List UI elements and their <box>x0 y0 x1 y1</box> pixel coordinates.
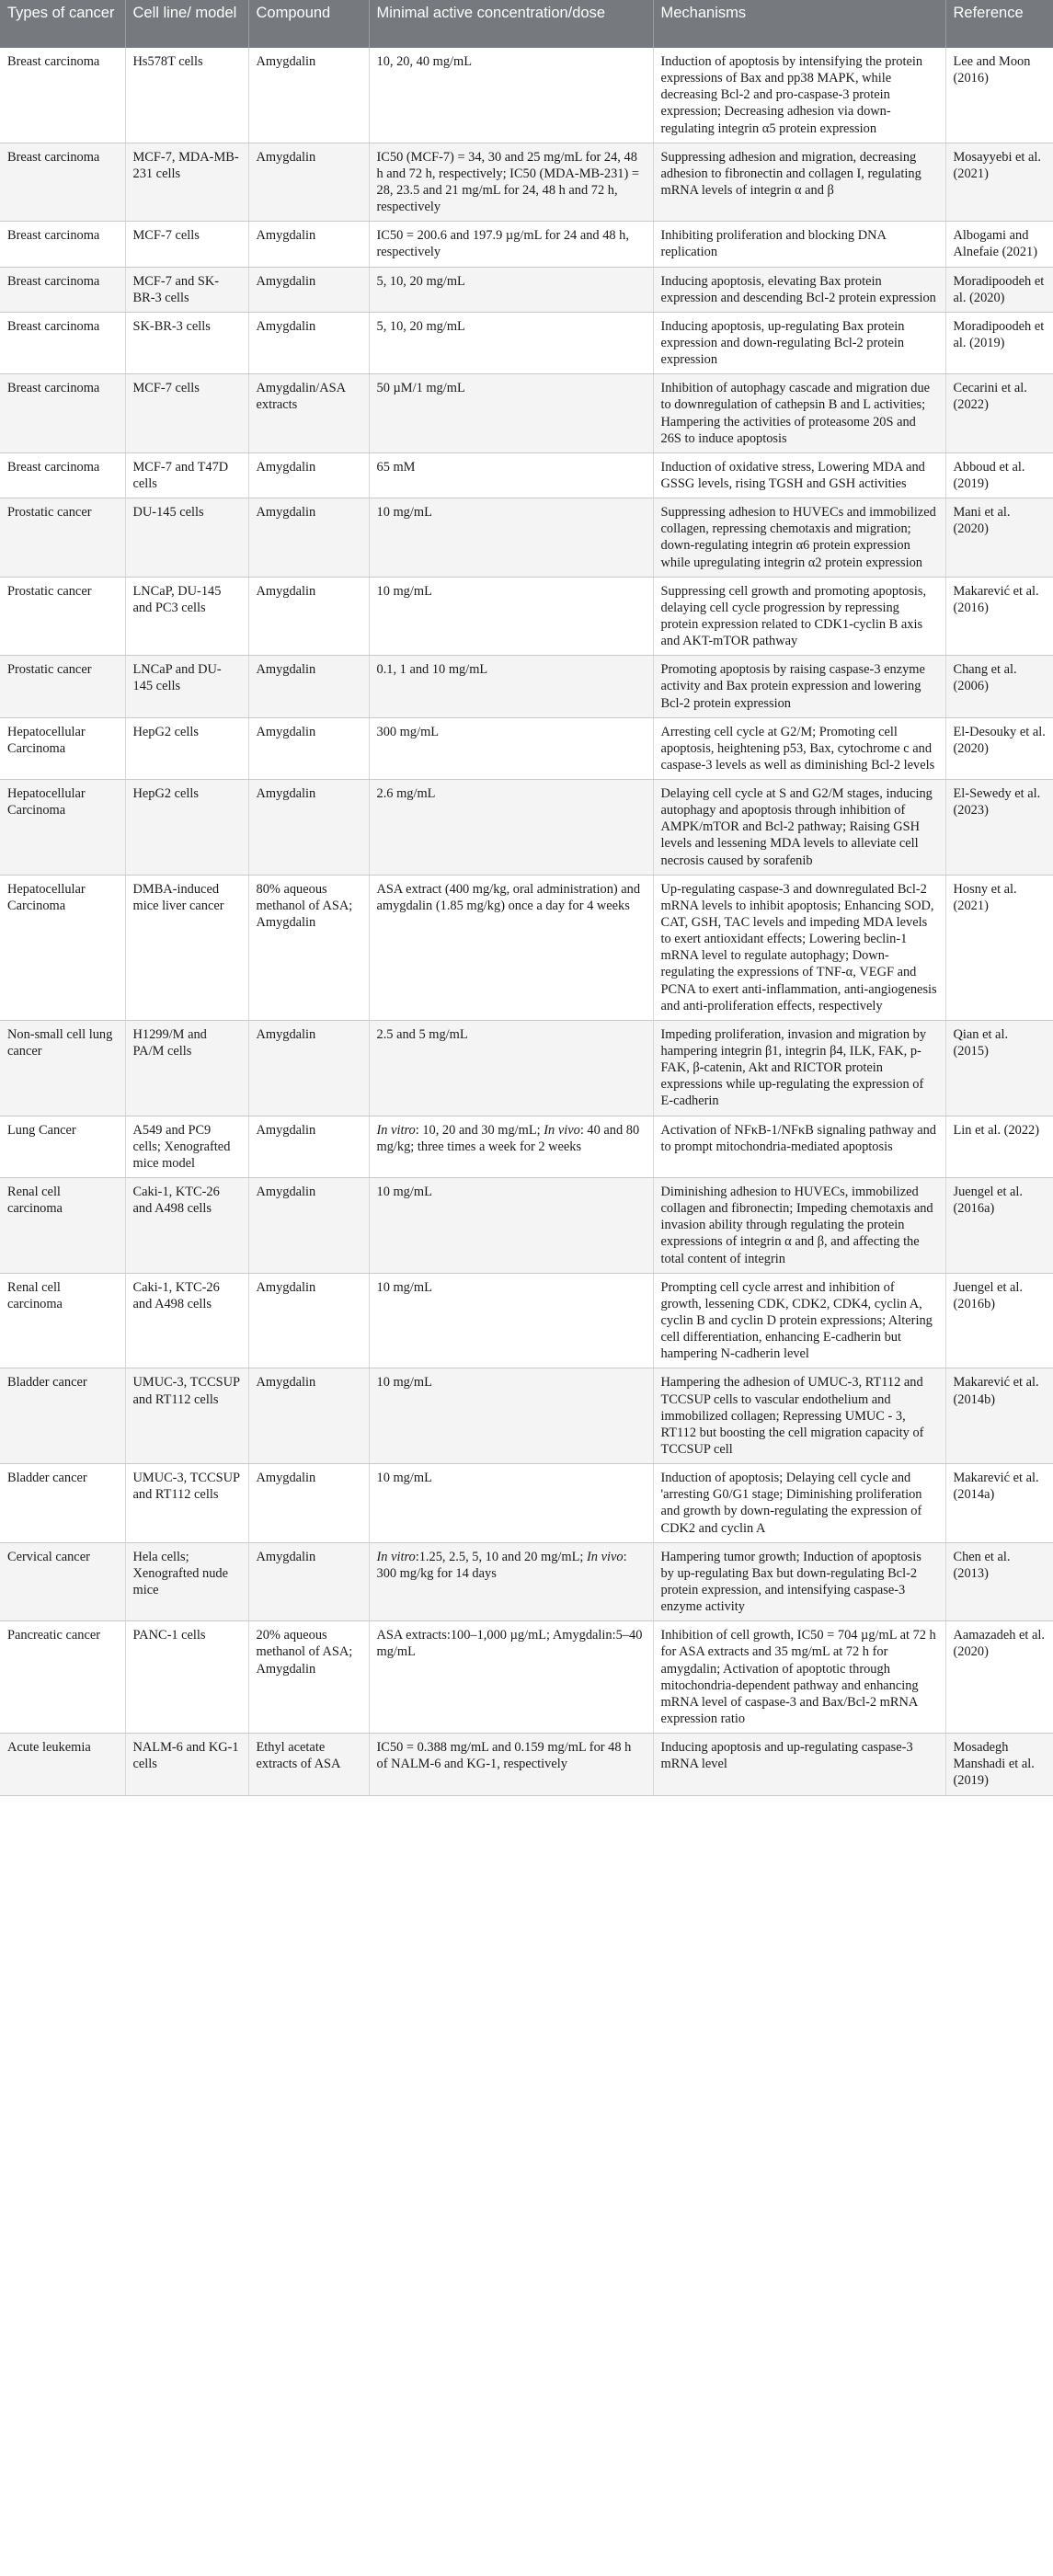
cell-dose <box>369 1368 653 1464</box>
cell-cell-line: HepG2 cells <box>125 780 248 876</box>
dose-text: 10, 20, 40 mg/mL <box>376 54 473 69</box>
table-row <box>0 48 1053 143</box>
table-body <box>0 48 1053 1795</box>
cell-compound: Amygdalin <box>248 656 369 717</box>
cell-cancer-type: Hepatocellular Carcinoma <box>0 875 125 1020</box>
cell-cancer-type: Renal cell carcinoma <box>0 1178 125 1274</box>
cell-cancer-type: Breast carcinoma <box>0 374 125 453</box>
cell-reference: Juengel et al. (2016b) <box>945 1273 1053 1368</box>
cell-reference: Mani et al. (2020) <box>945 498 1053 578</box>
table-row <box>0 875 1053 1020</box>
dose-text: 10 mg/mL <box>376 1375 432 1391</box>
cell-cell-line: SK-BR-3 cells <box>125 312 248 373</box>
cell-mechanisms: Induction of apoptosis by intensifying the protein expressions of Bax and pp38 MAPK, while decreasing Bcl-2 and pro-caspase-3 protein expression; Decreasing adhesion via down-regulating integrin α5 protein expression <box>653 48 945 143</box>
cell-cell-line: Caki-1, KTC-26 and A498 cells <box>125 1178 248 1274</box>
cell-dose <box>369 875 653 1020</box>
table-row <box>0 717 1053 779</box>
table-row <box>0 1464 1053 1543</box>
dose-text: : 10, 20 and 30 mg/mL; <box>415 1122 544 1138</box>
cell-mechanisms: Inhibition of autophagy cascade and migration due to downregulation of cathepsin B and L activities; Hampering the activities of proteasome 20S and 26S to induce apoptosis <box>653 374 945 453</box>
cell-cell-line: MCF-7 and SK-BR-3 cells <box>125 267 248 312</box>
cell-compound: Ethyl acetate extracts of ASA <box>248 1734 369 1795</box>
cell-dose <box>369 312 653 373</box>
dose-text: 10 mg/mL <box>376 1471 432 1486</box>
cell-cell-line: Caki-1, KTC-26 and A498 cells <box>125 1273 248 1368</box>
cell-reference: Cecarini et al. (2022) <box>945 374 1053 453</box>
dose-italic-label: In vitro <box>376 1122 416 1138</box>
cell-reference: Makarević et al. (2016) <box>945 577 1053 656</box>
cell-cell-line: DMBA-induced mice liver cancer <box>125 875 248 1020</box>
table-row <box>0 267 1053 312</box>
cell-cell-line: NALM-6 and KG-1 cells <box>125 1734 248 1795</box>
cell-reference: Moradipoodeh et al. (2019) <box>945 312 1053 373</box>
cell-reference: Moradipoodeh et al. (2020) <box>945 267 1053 312</box>
table-row <box>0 498 1053 578</box>
cell-reference: Mosadegh Manshadi et al. (2019) <box>945 1734 1053 1795</box>
cell-mechanisms: Inducing apoptosis, elevating Bax protein expression and descending Bcl-2 protein expression <box>653 267 945 312</box>
dose-text: 0.1, 1 and 10 mg/mL <box>376 662 488 678</box>
cell-cancer-type: Breast carcinoma <box>0 312 125 373</box>
cell-mechanisms: Promoting apoptosis by raising caspase-3 enzyme activity and Bax protein expression and lowering Bcl-2 protein expression <box>653 656 945 717</box>
cell-mechanisms: Diminishing adhesion to HUVECs, immobilized collagen and fibronectin; Impeding chemotaxis and invasion ability through regulating the protein expressions of integrin α and β, and affecting the total content of integrin <box>653 1178 945 1274</box>
dose-text: IC50 = 0.388 mg/mL and 0.159 mg/mL for 48 h of NALM-6 and KG-1, respectively <box>376 1740 632 1772</box>
cell-mechanisms: Impeding proliferation, invasion and migration by hampering integrin β1, integrin β4, ILK, FAK, p-FAK, β-catenin, Akt and RICTOR protein expressions while up-regulating the expression of E-cadherin <box>653 1020 945 1116</box>
table-row <box>0 312 1053 373</box>
cell-compound: Amygdalin <box>248 452 369 498</box>
cell-reference: Makarević et al. (2014a) <box>945 1464 1053 1543</box>
dose-text: IC50 = 200.6 and 197.9 µg/mL for 24 and 48 h, respectively <box>376 228 629 260</box>
cell-cell-line: UMUC-3, TCCSUP and RT112 cells <box>125 1368 248 1464</box>
table-header <box>0 0 1053 48</box>
cell-cancer-type: Cervical cancer <box>0 1542 125 1621</box>
cell-dose <box>369 1734 653 1795</box>
cell-reference: Lee and Moon (2016) <box>945 48 1053 143</box>
cell-cell-line: LNCaP and DU-145 cells <box>125 656 248 717</box>
header-cancer-type: Types of cancer <box>0 0 125 48</box>
dose-italic-label: In vitro <box>376 1549 416 1564</box>
cell-compound: Amygdalin <box>248 577 369 656</box>
header-cell-line: Cell line/ model <box>125 0 248 48</box>
cell-mechanisms: Activation of NFκB-1/NFκB signaling pathway and to prompt mitochondria-mediated apoptosis <box>653 1116 945 1177</box>
cell-mechanisms: Hampering the adhesion of UMUC-3, RT112 and TCCSUP cells to vascular endothelium and immobilized collagen; Repressing UMUC - 3, RT112 but boosting the cell migration capacity of TCCSUP cell <box>653 1368 945 1464</box>
table-row <box>0 374 1053 453</box>
cell-compound: Amygdalin <box>248 1273 369 1368</box>
cell-reference: Chen et al. (2013) <box>945 1542 1053 1621</box>
cell-cancer-type: Pancreatic cancer <box>0 1621 125 1734</box>
cell-cancer-type: Non-small cell lung cancer <box>0 1020 125 1116</box>
cell-cell-line: H1299/M and PA/M cells <box>125 1020 248 1116</box>
cell-reference: Juengel et al. (2016a) <box>945 1178 1053 1274</box>
header-row <box>0 0 1053 48</box>
cell-cancer-type: Prostatic cancer <box>0 577 125 656</box>
cell-compound: Amygdalin <box>248 1464 369 1543</box>
cell-mechanisms: Inducing apoptosis, up-regulating Bax protein expression and down-regulating Bcl-2 protein expression <box>653 312 945 373</box>
cell-dose <box>369 1116 653 1177</box>
table-row <box>0 452 1053 498</box>
cell-dose <box>369 780 653 876</box>
cell-mechanisms: Induction of apoptosis; Delaying cell cycle and 'arresting G0/G1 stage; Diminishing proliferation and growth by down-regulating the expression of CDK2 and cyclin A <box>653 1464 945 1543</box>
table-row <box>0 1273 1053 1368</box>
cell-compound: Amygdalin <box>248 1368 369 1464</box>
cell-dose <box>369 656 653 717</box>
cell-compound: Amygdalin <box>248 1542 369 1621</box>
cell-mechanisms: Arresting cell cycle at G2/M; Promoting cell apoptosis, heightening p53, Bax, cytochrome c and caspase-3 levels as well as diminishing Bcl-2 levels <box>653 717 945 779</box>
header-mechanisms: Mechanisms <box>653 0 945 48</box>
cell-cancer-type: Breast carcinoma <box>0 48 125 143</box>
cell-cell-line: MCF-7 cells <box>125 374 248 453</box>
cell-dose <box>369 1020 653 1116</box>
cell-dose <box>369 452 653 498</box>
cell-dose <box>369 48 653 143</box>
table-row <box>0 1734 1053 1795</box>
cell-reference: Qian et al. (2015) <box>945 1020 1053 1116</box>
cell-cell-line: MCF-7 and T47D cells <box>125 452 248 498</box>
cell-mechanisms: Induction of oxidative stress, Lowering MDA and GSSG levels, rising TGSH and GSH activities <box>653 452 945 498</box>
cell-dose <box>369 374 653 453</box>
dose-text: IC50 (MCF-7) = 34, 30 and 25 mg/mL for 24, 48 h and 72 h, respectively; IC50 (MDA-MB-231) = 28, 23.5 and 21 mg/mL for 24, 48 h and 72 h, respectively <box>376 149 639 215</box>
cell-dose <box>369 1178 653 1274</box>
cell-cancer-type: Breast carcinoma <box>0 267 125 312</box>
cell-compound: Amygdalin <box>248 143 369 222</box>
cell-compound: Amygdalin <box>248 780 369 876</box>
cell-dose <box>369 267 653 312</box>
dose-italic-label: In vivo <box>544 1122 580 1138</box>
dose-text: 5, 10, 20 mg/mL <box>376 273 465 289</box>
table-row <box>0 1542 1053 1621</box>
cell-dose <box>369 498 653 578</box>
cell-cell-line: UMUC-3, TCCSUP and RT112 cells <box>125 1464 248 1543</box>
cell-cancer-type: Bladder cancer <box>0 1464 125 1543</box>
cell-compound: 20% aqueous methanol of ASA; Amygdalin <box>248 1621 369 1734</box>
cell-cell-line: LNCaP, DU-145 and PC3 cells <box>125 577 248 656</box>
cell-reference: Lin et al. (2022) <box>945 1116 1053 1177</box>
header-compound: Compound <box>248 0 369 48</box>
table-row <box>0 656 1053 717</box>
header-dose: Minimal active concentration/dose <box>369 0 653 48</box>
cell-cell-line: PANC-1 cells <box>125 1621 248 1734</box>
cell-cell-line: A549 and PC9 cells; Xenografted mice model <box>125 1116 248 1177</box>
table-row <box>0 1020 1053 1116</box>
dose-text: : 300 mg/kg for 14 days <box>376 1549 627 1581</box>
cell-compound: Amygdalin <box>248 48 369 143</box>
cell-mechanisms: Suppressing cell growth and promoting apoptosis, delaying cell cycle progression by repressing protein expression related to CDK1-cyclin B axis and AKT-mTOR pathway <box>653 577 945 656</box>
cell-compound: Amygdalin <box>248 222 369 267</box>
dose-text: : 40 and 80 mg/kg; three times a week for 2 weeks <box>376 1122 640 1154</box>
cell-reference: Chang et al. (2006) <box>945 656 1053 717</box>
table-row <box>0 1178 1053 1274</box>
dose-text: 10 mg/mL <box>376 583 432 599</box>
dose-text: 300 mg/mL <box>376 724 440 739</box>
cell-mechanisms: Inhibiting proliferation and blocking DNA replication <box>653 222 945 267</box>
dose-text: 50 µM/1 mg/mL <box>376 381 465 396</box>
cell-cell-line: DU-145 cells <box>125 498 248 578</box>
cell-cancer-type: Lung Cancer <box>0 1116 125 1177</box>
cell-cancer-type: Bladder cancer <box>0 1368 125 1464</box>
header-reference: Reference <box>945 0 1053 48</box>
cell-mechanisms: Up-regulating caspase-3 and downregulated Bcl-2 mRNA levels to inhibit apoptosis; Enhancing SOD, CAT, GSH, TAC levels and impeding MDA levels to exert antioxidant effects; Lowering beclin-1 mRNA level to regulate autophagy; Down-regulating the expressions of TNF-α, VEGF and PCNA to exert anti-inflammation, anti-angiogenesis and anti-proliferation effects, respectively <box>653 875 945 1020</box>
cell-cell-line: HepG2 cells <box>125 717 248 779</box>
cell-mechanisms: Delaying cell cycle at S and G2/M stages, inducing autophagy and apoptosis through inhibition of AMPK/mTOR and Bcl-2 pathway; Raising GSH levels and lessening MDA levels to alleviate cell necrosis caused by sorafenib <box>653 780 945 876</box>
cell-cancer-type: Hepatocellular Carcinoma <box>0 717 125 779</box>
cell-dose <box>369 577 653 656</box>
cell-dose <box>369 143 653 222</box>
cell-reference: Abboud et al. (2019) <box>945 452 1053 498</box>
cell-dose <box>369 717 653 779</box>
cell-dose <box>369 222 653 267</box>
cell-compound: Amygdalin <box>248 1020 369 1116</box>
cell-dose <box>369 1273 653 1368</box>
cell-mechanisms: Inducing apoptosis and up-regulating caspase-3 mRNA level <box>653 1734 945 1795</box>
table-row <box>0 222 1053 267</box>
cell-cancer-type: Acute leukemia <box>0 1734 125 1795</box>
dose-text: 2.5 and 5 mg/mL <box>376 1026 468 1042</box>
dose-text: 10 mg/mL <box>376 1185 432 1200</box>
dose-italic-label: In vivo <box>587 1549 624 1564</box>
cell-cancer-type: Breast carcinoma <box>0 452 125 498</box>
table-row <box>0 1621 1053 1734</box>
cell-cancer-type: Prostatic cancer <box>0 656 125 717</box>
cell-cancer-type: Renal cell carcinoma <box>0 1273 125 1368</box>
cell-reference: El-Desouky et al. (2020) <box>945 717 1053 779</box>
cell-cell-line: MCF-7 cells <box>125 222 248 267</box>
cell-cancer-type: Prostatic cancer <box>0 498 125 578</box>
cell-dose <box>369 1542 653 1621</box>
cell-compound: Amygdalin <box>248 1178 369 1274</box>
cell-compound: Amygdalin <box>248 717 369 779</box>
dose-text: 5, 10, 20 mg/mL <box>376 318 465 334</box>
dose-text: ASA extract (400 mg/kg, oral administration) and amygdalin (1.85 mg/kg) once a day for 4 weeks <box>376 881 641 913</box>
cell-reference: El-Sewedy et al. (2023) <box>945 780 1053 876</box>
cell-mechanisms: Hampering tumor growth; Induction of apoptosis by up-regulating Bax but down-regulating Bcl-2 protein expression, and intensifying caspase-3 enzyme activity <box>653 1542 945 1621</box>
cell-cancer-type: Hepatocellular Carcinoma <box>0 780 125 876</box>
cell-mechanisms: Suppressing adhesion and migration, decreasing adhesion to fibronectin and collagen I, regulating mRNA levels of integrin α and β <box>653 143 945 222</box>
cell-compound: Amygdalin <box>248 498 369 578</box>
cell-dose <box>369 1464 653 1543</box>
cell-compound: Amygdalin <box>248 1116 369 1177</box>
dose-text: 2.6 mg/mL <box>376 786 436 802</box>
cell-cell-line: Hs578T cells <box>125 48 248 143</box>
cell-compound: 80% aqueous methanol of ASA; Amygdalin <box>248 875 369 1020</box>
cell-mechanisms: Suppressing adhesion to HUVECs and immobilized collagen, repressing chemotaxis and migration; down-regulating integrin α6 protein expression while upregulating integrin α2 protein expression <box>653 498 945 578</box>
cell-compound: Amygdalin <box>248 267 369 312</box>
cell-reference: Albogami and Alnefaie (2021) <box>945 222 1053 267</box>
cell-cell-line: Hela cells; Xenografted nude mice <box>125 1542 248 1621</box>
cell-reference: Mosayyebi et al. (2021) <box>945 143 1053 222</box>
cell-cell-line: MCF-7, MDA-MB-231 cells <box>125 143 248 222</box>
dose-text: ASA extracts:100–1,000 µg/mL; Amygdalin:5–40 mg/mL <box>376 1628 643 1660</box>
dose-text: 65 mM <box>376 459 416 475</box>
cell-compound: Amygdalin/ASA extracts <box>248 374 369 453</box>
cell-cancer-type: Breast carcinoma <box>0 222 125 267</box>
cell-reference: Aamazadeh et al. (2020) <box>945 1621 1053 1734</box>
cell-mechanisms: Prompting cell cycle arrest and inhibition of growth, lessening CDK, CDK2, CDK4, cyclin A, cyclin B and cyclin D protein expressions; Altering cell differentiation, enhancing E-cadherin but hampering N-cadherin level <box>653 1273 945 1368</box>
cell-cancer-type: Breast carcinoma <box>0 143 125 222</box>
dose-text: 10 mg/mL <box>376 1279 432 1295</box>
dose-text: 10 mg/mL <box>376 505 432 521</box>
cell-dose <box>369 1621 653 1734</box>
cell-mechanisms: Inhibition of cell growth, IC50 = 704 µg/mL at 72 h for ASA extracts and 35 mg/mL at 72 h for amygdalin; Activation of apoptotic through mitochondria-dependent pathway and enhancing mRNA level of caspase-3 and Bax/Bcl-2 mRNA expression ratio <box>653 1621 945 1734</box>
table-row <box>0 780 1053 876</box>
table-row <box>0 577 1053 656</box>
table-row <box>0 143 1053 222</box>
table-row <box>0 1116 1053 1177</box>
cell-reference: Makarević et al. (2014b) <box>945 1368 1053 1464</box>
table-row <box>0 1368 1053 1464</box>
dose-text: :1.25, 2.5, 5, 10 and 20 mg/mL; <box>415 1549 588 1564</box>
cell-reference: Hosny et al. (2021) <box>945 875 1053 1020</box>
cell-compound: Amygdalin <box>248 312 369 373</box>
